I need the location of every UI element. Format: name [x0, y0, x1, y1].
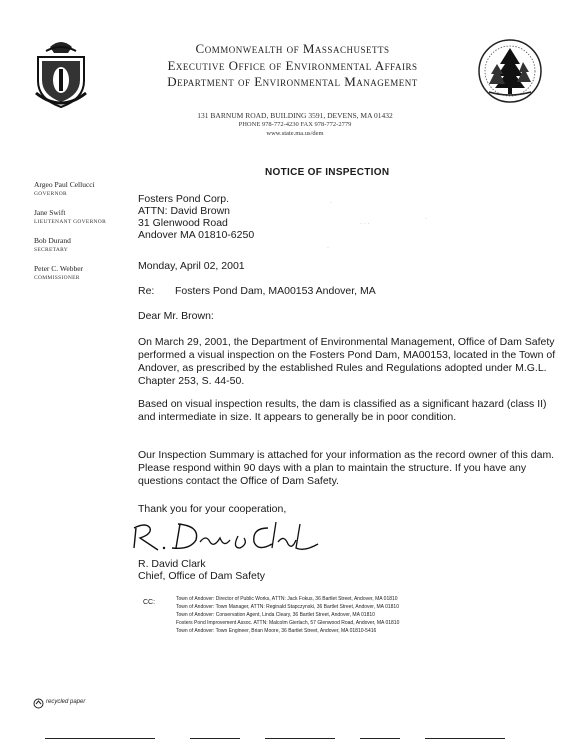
sidebar-name-lt-governor: Jane Swift: [34, 208, 66, 217]
cc-line: Town of Andover: Director of Public Works, ATTN: Jack Fokus, 36 Bartlet Street, Andover, MA 01810: [176, 596, 398, 602]
salutation: Dear Mr. Brown:: [138, 310, 214, 322]
footer-rule: [425, 738, 505, 739]
recipient-line4: Andover MA 01810-6250: [138, 229, 255, 241]
recycled-paper-note: recycled paper: [46, 699, 86, 705]
dem-tree-seal-icon: [477, 38, 543, 104]
paragraph-inspection: On March 29, 2001, the Department of Environmental Management, Office of Dam Safety performed a visual inspection on the Fosters Pond Dam, MA00153, located in the Town of Andover, as prescribed by the established Rules and Regulations adopted under M.G.L. Chapter 253, S. 44-50.: [138, 336, 556, 387]
recipient-line3: 31 Glenwood Road: [138, 217, 228, 229]
footer-rule: [45, 738, 155, 739]
bleed-mark: .: [425, 214, 427, 221]
cc-line: Town of Andover: Conservation Agent, Linda Cleary, 36 Bartlet Street, Andover, MA 01810: [176, 612, 375, 618]
sidebar-role-commissioner: COMMISSIONER: [34, 275, 80, 281]
sidebar-role-lt-governor: LIEUTENANT GOVERNOR: [34, 219, 107, 225]
footer-rule: [265, 738, 335, 739]
letterhead-web: www.state.ma.us/dem: [266, 130, 324, 137]
sidebar-role-governor: GOVERNOR: [34, 191, 67, 197]
notice-title: NOTICE OF INSPECTION: [265, 167, 390, 178]
re-label: Re:: [138, 285, 155, 297]
bleed-mark: .: [327, 243, 329, 250]
sidebar-name-commissioner: Peter C. Webber: [34, 264, 84, 273]
re-subject: Fosters Pond Dam, MA00153 Andover, MA: [175, 285, 376, 297]
signer-name: R. David Clark: [138, 558, 206, 570]
sidebar-role-secretary: SECRETARY: [34, 247, 69, 253]
signer-title: Chief, Office of Dam Safety: [138, 570, 266, 582]
letterhead-executive-office: Executive Office of Environmental Affairs: [167, 58, 418, 73]
recycle-icon: [33, 698, 44, 709]
letterhead-commonwealth: Commonwealth of Massachusetts: [195, 41, 390, 56]
cc-line: Town of Andover: Town Manager, ATTN: Reginald Stapczynski, 36 Bartlet Street, Andover, MA 01810: [176, 604, 399, 610]
massachusetts-seal-icon: [32, 35, 90, 109]
cc-line: Fosters Pond Improvement Assoc. ATTN: Malcolm Gierlach, 57 Glenwood Road, Andover, MA 01810: [176, 620, 400, 626]
bleed-mark: .: [330, 198, 332, 205]
paragraph-classification: Based on visual inspection results, the dam is classified as a significant hazard (class II) and intermediate in size. It appears to generally be in poor condition.: [138, 398, 547, 423]
cc-label: CC:: [143, 599, 156, 606]
handwritten-signature-icon: [128, 514, 328, 556]
letterhead-phone: PHONE 978-772-4230 FAX 978-772-2779: [238, 121, 352, 128]
letter-date: Monday, April 02, 2001: [138, 260, 245, 272]
bleed-mark: . . .: [360, 219, 370, 226]
recipient-line2: ATTN: David Brown: [138, 205, 230, 217]
recipient-line1: Fosters Pond Corp.: [138, 193, 230, 205]
sidebar-name-governor: Argeo Paul Cellucci: [34, 180, 95, 189]
cc-line: Town of Andover: Town Engineer, Brian Moore, 36 Bartlet Street, Andover, MA 01810-5416: [176, 628, 377, 634]
footer-rule: [190, 738, 240, 739]
closing: Thank you for your cooperation,: [138, 503, 287, 515]
paragraph-summary: Our Inspection Summary is attached for your information as the record owner of this dam. Please respond within 90 days with a plan to maintain the structure. If you have any questions contact the Office of Dam Safety.: [138, 449, 555, 487]
letterhead-address: 131 BARNUM ROAD, BUILDING 3591, DEVENS, MA 01432: [197, 111, 393, 120]
letterhead-department: Department of Environmental Management: [167, 74, 418, 89]
footer-rule: [360, 738, 400, 739]
sidebar-name-secretary: Bob Durand: [34, 236, 71, 245]
